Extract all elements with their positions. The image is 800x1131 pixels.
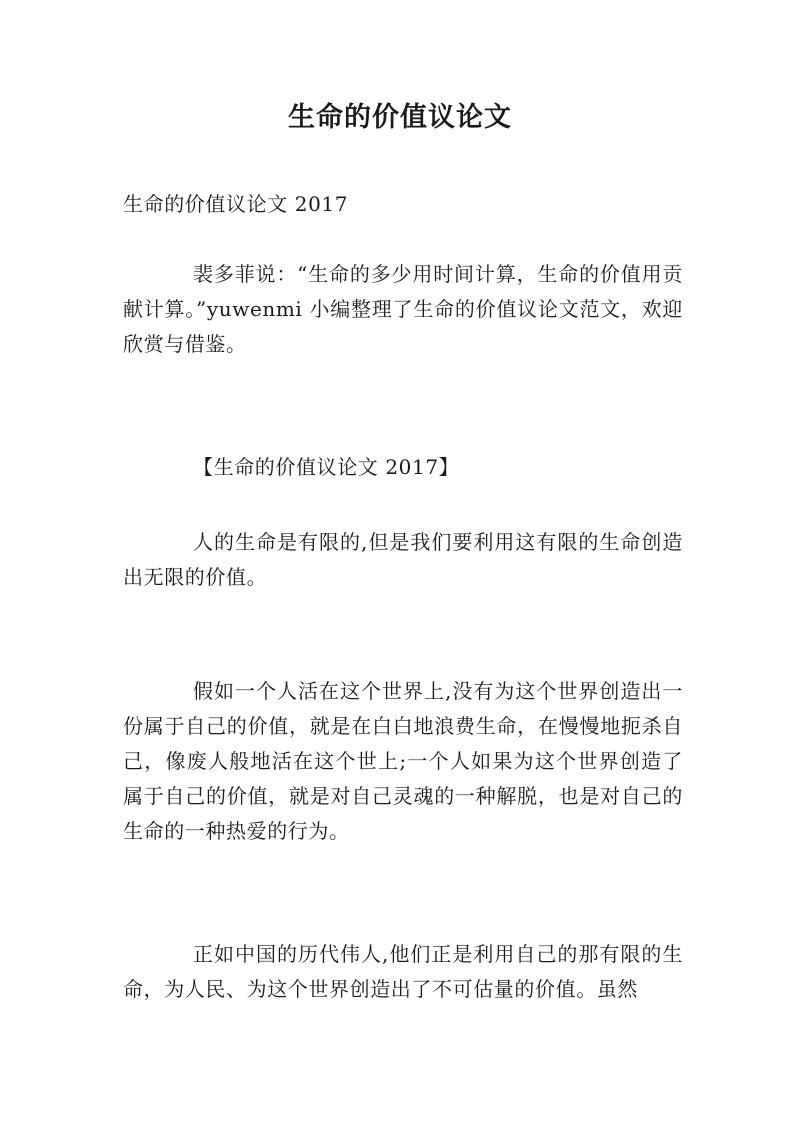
document-subtitle: 生命的价值议论文 2017 — [123, 192, 349, 216]
intro-paragraph: 裴多菲说：“生命的多少用时间计算，生命的价值用贡献计算。”yuwenmi 小编整理了生命的价值议论文范文，欢迎欣赏与借鉴。 — [123, 262, 683, 356]
body-paragraph-3: 正如中国的历代伟人,他们正是利用自己的那有限的生命，为人民、为这个世界创造出了不可估量的价值。虽然 — [123, 942, 683, 1001]
body-paragraph-2: 假如一个人活在这个世界上,没有为这个世界创造出一份属于自己的价值，就是在白白地浪费生命，在慢慢地扼杀自己，像废人般地活在这个世上;一个人如果为这个世界创造了属于自己的价值，就是对自己灵魂的一种解脱，也是对自己的生命的一种热爱的行为。 — [123, 679, 683, 843]
section-heading: 【生命的价值议论文 2017】 — [193, 455, 460, 479]
document-title: 生命的价值议论文 — [288, 102, 512, 133]
body-paragraph-1: 人的生命是有限的,但是我们要利用这有限的生命创造出无限的价值。 — [123, 530, 683, 589]
